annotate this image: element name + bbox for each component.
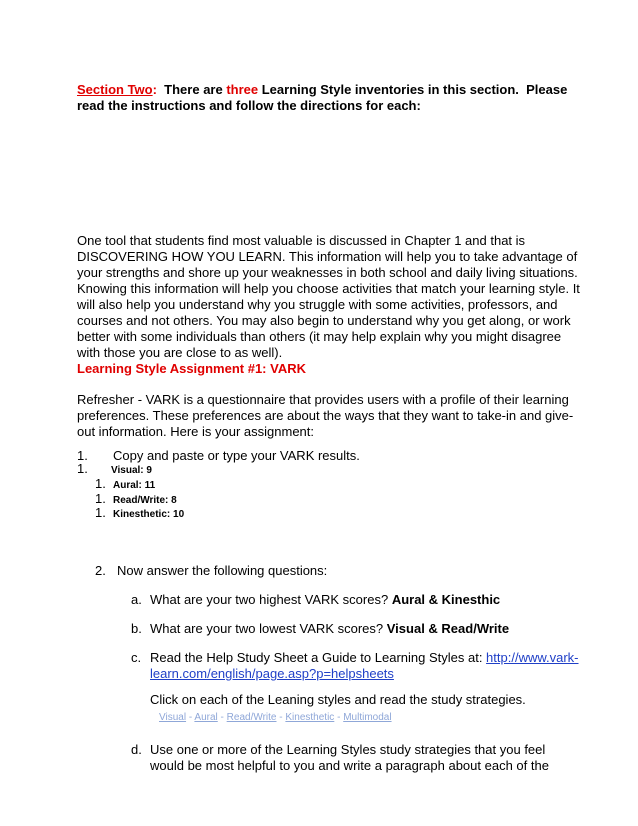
intro-line: One tool that students find most valuable is discussed in Chapter 1 and that is xyxy=(77,233,526,248)
question-c-letter: c. xyxy=(131,650,142,665)
result-number: 1. xyxy=(77,461,88,476)
section-highlight: three xyxy=(226,82,259,97)
question-a xyxy=(150,592,500,608)
intro-line: courses and not others. You may also begin to understand why you get along, or work xyxy=(77,313,571,328)
assignment-heading: Learning Style Assignment #1: VARK xyxy=(77,361,306,376)
intro-line: with those you are close to as well). xyxy=(77,345,283,360)
result-visual: Visual: 9 xyxy=(111,465,152,476)
intro-line: DISCOVERING HOW YOU LEARN. This information will help you to take advantage of xyxy=(77,249,578,264)
section-label-colon: : xyxy=(152,82,157,97)
result-kinesthetic: Kinesthetic: 10 xyxy=(113,509,185,520)
intro-line: Knowing this information will help you choose activities that match your learning style. It xyxy=(77,281,580,296)
section-heading-text: There are xyxy=(156,82,227,97)
section-label: Section Two xyxy=(77,82,153,97)
question-a-text: What are your two highest VARK scores? xyxy=(150,592,392,607)
link-multimodal[interactable]: Multimodal xyxy=(343,712,392,723)
step1-number: 1. xyxy=(77,448,88,463)
question-b-text: What are your two lowest VARK scores? xyxy=(150,621,387,636)
section-heading-line1 xyxy=(77,82,567,98)
section-heading-line2: read the instructions and follow the directions for each: xyxy=(77,98,421,113)
question-c-line2 xyxy=(150,666,394,682)
refresher-line: Refresher - VARK is a questionnaire that provides users with a profile of their learning xyxy=(77,392,569,407)
section-heading-text-2: Learning Style inventories in this section. Please xyxy=(258,82,568,97)
question-b xyxy=(150,621,509,637)
question-b-answer: Visual & Read/Write xyxy=(386,621,510,636)
link-visual[interactable]: Visual xyxy=(159,712,187,723)
link-separator: - xyxy=(334,712,344,723)
intro-line: better with some individuals than others (it may help explain why you might disagree xyxy=(77,329,562,344)
intro-line: your strengths and shore up your weaknesses in both school and daily living situations. xyxy=(77,265,578,280)
result-number: 1. xyxy=(95,491,106,506)
help-sheets-link[interactable]: http://www.vark- xyxy=(486,650,579,665)
link-separator: - xyxy=(217,712,227,723)
question-c-instruction: Click on each of the Leaning styles and read the study strategies. xyxy=(150,692,526,707)
result-number: 1. xyxy=(95,476,106,491)
learning-styles-link-bar xyxy=(159,712,392,723)
step2-number: 2. xyxy=(95,563,106,578)
refresher-paragraph xyxy=(77,392,573,440)
step2-text: Now answer the following questions: xyxy=(117,563,328,578)
help-sheets-link-continued[interactable]: learn.com/english/page.asp?p=helpsheets xyxy=(150,666,394,681)
intro-line: will also help you understand why you struggle with some activities, professors, and xyxy=(77,297,558,312)
result-read-write: Read/Write: 8 xyxy=(113,495,177,506)
question-a-answer: Aural & Kinesthic xyxy=(391,592,501,607)
link-kinesthetic[interactable]: Kinesthetic xyxy=(285,712,335,723)
question-d-line1: Use one or more of the Learning Styles study strategies that you feel xyxy=(150,742,546,757)
question-d-line2: would be most helpful to you and write a paragraph about each of the xyxy=(150,758,549,773)
intro-paragraph xyxy=(77,233,580,361)
question-a-letter: a. xyxy=(131,592,142,607)
question-c-text: Read the Help Study Sheet a Guide to Learning Styles at: xyxy=(150,650,487,665)
link-separator: - xyxy=(276,712,286,723)
refresher-line: preferences. These preferences are about the ways that they want to take-in and give- xyxy=(77,408,574,423)
result-number: 1. xyxy=(95,505,106,520)
link-aural[interactable]: Aural xyxy=(194,712,218,723)
question-d-letter: d. xyxy=(131,742,142,757)
link-read-write[interactable]: Read/Write xyxy=(226,712,277,723)
refresher-line: out information. Here is your assignment: xyxy=(77,424,314,439)
question-c-line1 xyxy=(150,650,579,666)
result-aural: Aural: 11 xyxy=(113,480,156,491)
question-b-letter: b. xyxy=(131,621,142,636)
step1-text: Copy and paste or type your VARK results. xyxy=(113,448,360,463)
link-separator: - xyxy=(186,712,195,723)
